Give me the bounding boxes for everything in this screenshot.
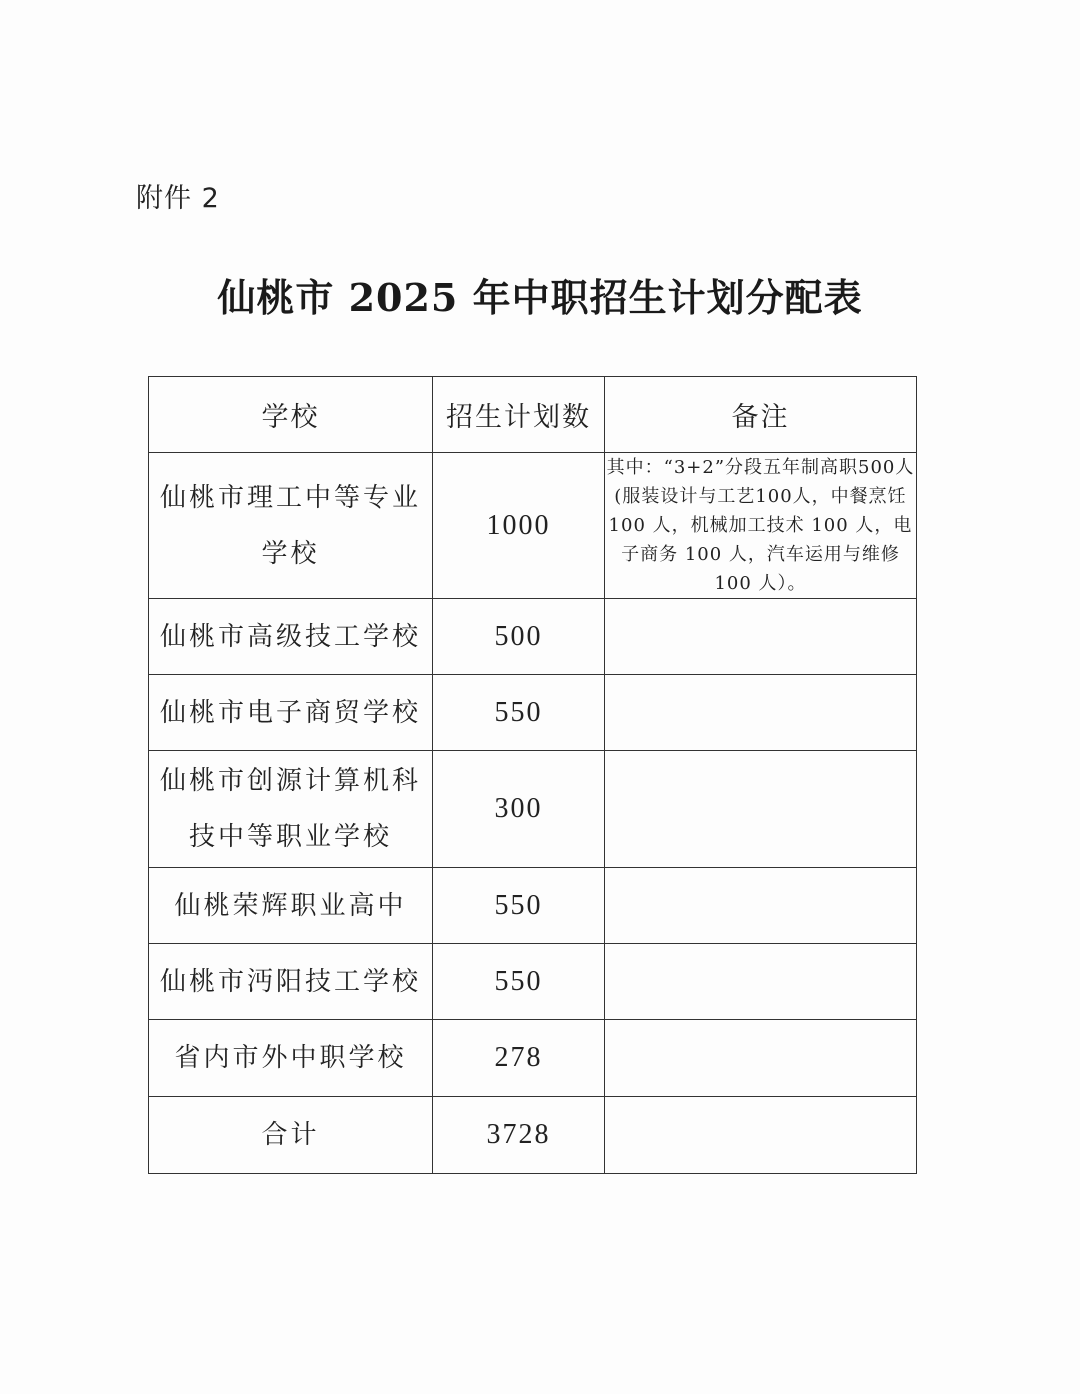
note-cell — [605, 751, 917, 868]
table-row — [149, 1020, 917, 1097]
count-cell: 500 — [433, 599, 605, 675]
count-cell: 550 — [433, 868, 605, 944]
header-count: 招生计划数 — [433, 377, 605, 453]
school-cell: 省内市外中职学校 — [149, 1020, 433, 1097]
count-cell: 278 — [433, 1020, 605, 1097]
count-cell: 300 — [433, 751, 605, 868]
count-cell: 550 — [433, 675, 605, 751]
table-row — [149, 675, 917, 751]
header-school: 学校 — [149, 377, 433, 453]
table-row — [149, 599, 917, 675]
table-row — [149, 868, 917, 944]
note-cell: 其中：“3+2”分段五年制高职500人(服装设计与工艺100人，中餐烹饪 100 人，机械加工技术 100 人，电子商务 100 人，汽车运用与维修 100 人）。 — [605, 453, 917, 599]
page-title: 仙桃市 2025 年中职招生计划分配表 — [217, 275, 863, 320]
table-row — [149, 751, 917, 868]
count-cell: 550 — [433, 944, 605, 1020]
table-total-row — [149, 1097, 917, 1174]
school-cell: 仙桃市沔阳技工学校 — [149, 944, 433, 1020]
table-row — [149, 944, 917, 1020]
total-count-cell: 3728 — [433, 1097, 605, 1174]
table-row — [149, 453, 917, 599]
note-cell — [605, 599, 917, 675]
school-cell: 仙桃市高级技工学校 — [149, 599, 433, 675]
note-cell — [605, 944, 917, 1020]
note-cell — [605, 1097, 917, 1174]
note-cell — [605, 1020, 917, 1097]
attachment-label: 附件 2 — [136, 183, 220, 214]
count-cell: 1000 — [433, 453, 605, 599]
school-cell: 仙桃市理工中等专业学校 — [149, 453, 433, 599]
note-cell — [605, 868, 917, 944]
header-note: 备注 — [605, 377, 917, 453]
table-header-row — [149, 377, 917, 453]
school-cell: 仙桃市电子商贸学校 — [149, 675, 433, 751]
school-cell: 仙桃荣辉职业高中 — [149, 868, 433, 944]
total-label-cell: 合计 — [149, 1097, 433, 1174]
school-cell: 仙桃市创源计算机科技中等职业学校 — [149, 751, 433, 868]
note-cell — [605, 675, 917, 751]
enrollment-plan-table — [148, 376, 917, 1174]
